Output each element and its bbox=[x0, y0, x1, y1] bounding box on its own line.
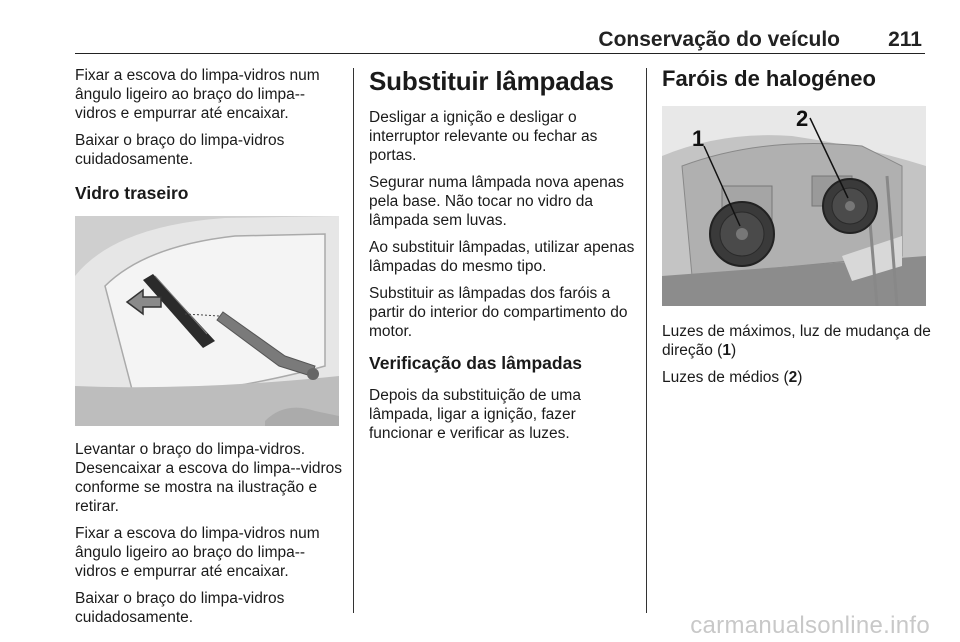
watermark: carmanualsonline.info bbox=[690, 612, 930, 639]
callout-1: 1 bbox=[692, 126, 705, 151]
column-divider-left bbox=[353, 68, 354, 613]
column-divider-right bbox=[646, 68, 647, 613]
paragraph: Segurar numa lâmpada nova apenas pela base. Não tocar no vidro da lâmpada sem luvas. bbox=[369, 174, 625, 229]
headlamp-figure-svg bbox=[662, 106, 926, 306]
section-heading-rear-window: Vidro traseiro bbox=[75, 183, 189, 203]
paragraph: Desligar a ignição e desligar o interruptor relevante ou fechar as portas. bbox=[369, 109, 598, 164]
paragraph: Baixar o braço do limpa-vidros cuidadosamente. bbox=[75, 132, 285, 168]
low-beam-bulb-cap bbox=[823, 179, 877, 233]
headlamp-illustration bbox=[662, 106, 926, 306]
column-3 bbox=[662, 66, 932, 395]
rear-wiper-illustration bbox=[75, 216, 339, 426]
column-2 bbox=[369, 66, 639, 451]
callout-2: 2 bbox=[796, 106, 809, 131]
section-title: Conservação do veículo bbox=[598, 28, 840, 51]
rear-wiper-figure-svg bbox=[75, 216, 339, 426]
page-number: 211 bbox=[888, 28, 922, 51]
paragraph: Substituir as lâmpadas dos faróis a partir do interior do compartimento do motor. bbox=[369, 285, 628, 340]
column-1 bbox=[75, 66, 345, 635]
section-heading-bulb-check: Verificação das lâmpadas bbox=[369, 353, 583, 373]
paragraph: Levantar o braço do limpa-vidros. Desencaixar a escova do limpa--vidros conforme se mostra na ilustração e retirar. bbox=[75, 441, 343, 515]
paragraph: Fixar a escova do limpa-vidros num ângulo ligeiro ao braço do limpa--vidros e empurrar até encaixar. bbox=[75, 525, 320, 580]
paragraph: Ao substituir lâmpadas, utilizar apenas lâmpadas do mesmo tipo. bbox=[369, 239, 635, 275]
high-beam-bulb-cap bbox=[710, 202, 774, 266]
section-title-replace-bulbs: Substituir lâmpadas bbox=[369, 66, 614, 96]
paragraph: Baixar o braço do limpa-vidros cuidadosamente. bbox=[75, 590, 285, 626]
caption-high-beam: Luzes de máximos, luz de mudança de direção (1) bbox=[662, 323, 931, 359]
caption-low-beam: Luzes de médios (2) bbox=[662, 369, 803, 386]
header-rule bbox=[75, 53, 925, 54]
paragraph: Depois da substituição de uma lâmpada, ligar a ignição, fazer funcionar e verificar as luzes. bbox=[369, 387, 581, 442]
section-heading-halogen-headlamps: Faróis de halogéneo bbox=[662, 66, 876, 91]
paragraph: Fixar a escova do limpa-vidros num ângulo ligeiro ao braço do limpa--vidros e empurrar até encaixar. bbox=[75, 67, 320, 122]
